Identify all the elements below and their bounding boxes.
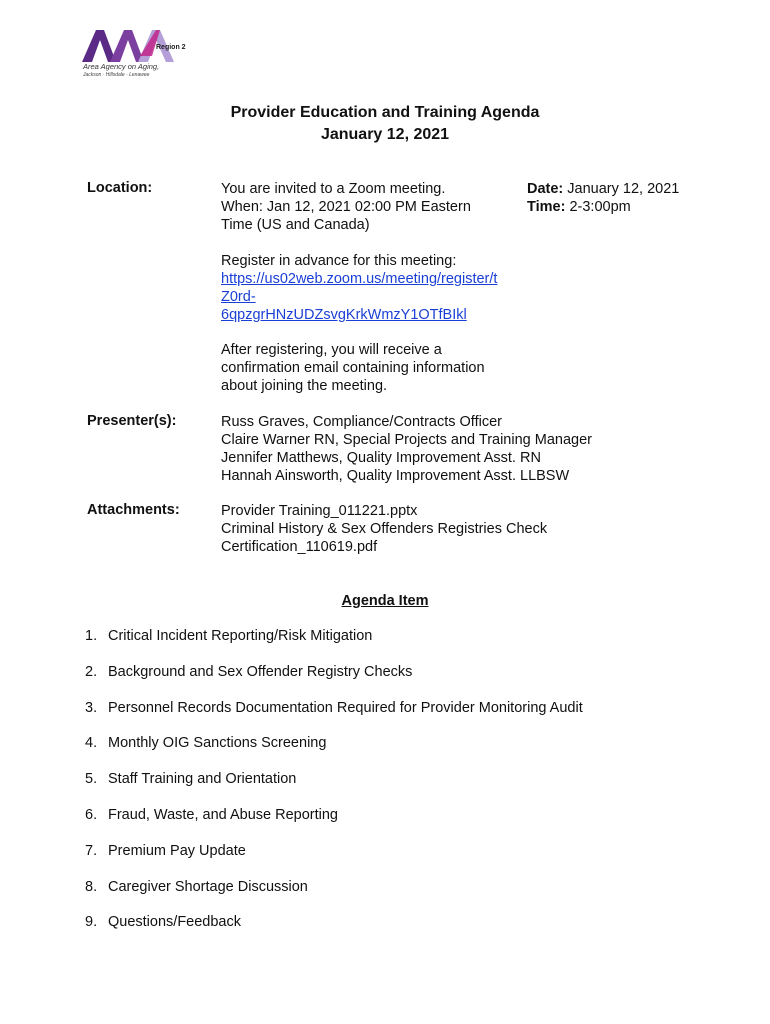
- meeting-date: January 12, 2021: [567, 181, 680, 197]
- presenter-name: Hannah Ainsworth, Quality Improvement Asst. LLBSW: [221, 468, 570, 484]
- agenda-item-text: Monthly OIG Sanctions Screening: [108, 735, 327, 752]
- zoom-register-link[interactable]: Z0rd-: [221, 289, 256, 305]
- agenda-item-text: Questions/Feedback: [108, 914, 241, 931]
- after-line: After registering, you will receive a: [221, 342, 442, 358]
- meeting-datetime: [527, 180, 679, 216]
- agenda-item-text: Staff Training and Orientation: [108, 771, 297, 788]
- location-label: Location:: [87, 180, 153, 196]
- agenda-item-text: Personnel Records Documentation Required for Provider Monitoring Audit: [108, 699, 583, 716]
- agenda-item-number: 1.: [85, 628, 98, 644]
- location-intro: [221, 180, 471, 234]
- location-intro-line: When: Jan 12, 2021 02:00 PM Eastern: [221, 199, 471, 215]
- agenda-item-number: 4.: [85, 735, 98, 752]
- agenda-item-number: 8.: [85, 878, 98, 895]
- agenda-item-text: Fraud, Waste, and Abuse Reporting: [108, 806, 338, 823]
- agenda-item-number: 2.: [85, 663, 98, 680]
- logo-subline: Jackson · Hillsdale · Lenawee: [83, 72, 150, 78]
- agenda-item-number: 5.: [85, 771, 98, 788]
- after-line: confirmation email containing information: [221, 360, 485, 376]
- location-intro-line: Time (US and Canada): [221, 217, 370, 233]
- agenda-item-text: Premium Pay Update: [108, 842, 246, 859]
- agenda-item-number: 3.: [85, 699, 98, 716]
- agenda-item-number: 9.: [85, 914, 98, 931]
- agenda-item: [85, 735, 583, 771]
- presenter-name: Russ Graves, Compliance/Contracts Officer: [221, 414, 502, 430]
- after-register-block: [221, 341, 485, 395]
- zoom-register-link[interactable]: https://us02web.zoom.us/meeting/register/t: [221, 271, 498, 287]
- agenda-item: [85, 843, 583, 879]
- agenda-item-number: 7.: [85, 842, 98, 859]
- agenda-item: [85, 771, 583, 807]
- svg-text:Region 2: Region 2: [156, 44, 186, 51]
- register-block: [221, 252, 497, 324]
- agenda-item: [85, 700, 583, 736]
- after-line: about joining the meeting.: [221, 378, 388, 394]
- attachments-list: [221, 502, 547, 556]
- presenter-name: Claire Warner RN, Special Projects and Training Manager: [221, 432, 592, 448]
- attachments-label: Attachments:: [87, 502, 180, 518]
- presenters-label: Presenter(s):: [87, 413, 177, 429]
- logo-tagline: Area Agency on Aging,: [83, 62, 160, 71]
- agenda-item: [85, 807, 583, 843]
- agenda-list: [85, 628, 583, 950]
- location-intro-line: You are invited to a Zoom meeting.: [221, 181, 446, 197]
- register-text: Register in advance for this meeting:: [221, 253, 457, 269]
- agenda-item: [85, 664, 583, 700]
- zoom-register-link[interactable]: 6qpzgrHNzUDZsvgKrkWmzY1OTfBIkl: [221, 307, 467, 323]
- agenda-item-text: Caregiver Shortage Discussion: [108, 878, 308, 895]
- time-label: Time:: [527, 199, 566, 215]
- agenda-item-text: Background and Sex Offender Registry Checks: [108, 663, 413, 680]
- agenda-heading: Agenda Item: [341, 593, 429, 609]
- meeting-time: 2-3:00pm: [569, 199, 631, 215]
- agenda-item: [85, 914, 583, 950]
- document-date: January 12, 2021: [320, 126, 450, 143]
- presenters-list: [221, 413, 592, 485]
- attachment-file: Criminal History & Sex Offenders Registries Check: [221, 521, 548, 537]
- document-title: Provider Education and Training Agenda: [230, 104, 540, 121]
- date-label: Date:: [527, 181, 564, 197]
- attachment-file: Certification_110619.pdf: [221, 539, 378, 555]
- agenda-item: [85, 879, 583, 915]
- agenda-item-text: Critical Incident Reporting/Risk Mitigation: [108, 628, 373, 644]
- agenda-item: [85, 628, 583, 664]
- agenda-item-number: 6.: [85, 806, 98, 823]
- presenter-name: Jennifer Matthews, Quality Improvement Asst. RN: [221, 450, 541, 466]
- attachment-file: Provider Training_011221.pptx: [221, 503, 418, 519]
